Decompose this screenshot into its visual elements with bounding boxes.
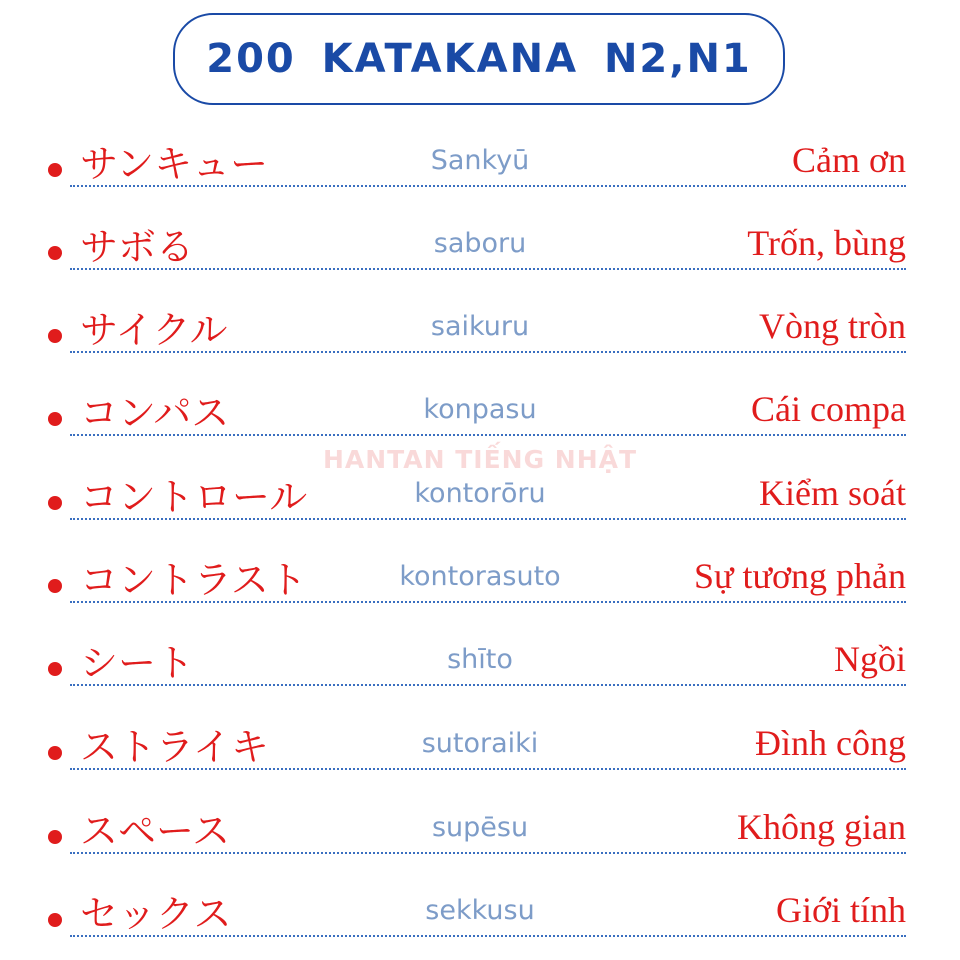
- bullet-icon: [48, 746, 62, 760]
- romaji-reading: saboru: [433, 228, 527, 259]
- katakana-word: サイクル: [80, 308, 228, 352]
- bullet-icon: [48, 329, 62, 343]
- vietnamese-meaning: Đình công: [755, 723, 906, 763]
- vietnamese-meaning: Kiểm soát: [759, 473, 906, 513]
- vietnamese-meaning: Cái compa: [751, 389, 906, 429]
- bullet-icon: [48, 662, 62, 676]
- vietnamese-meaning: Ngồi: [834, 639, 906, 679]
- dotted-divider: [70, 518, 906, 520]
- bullet-icon: [48, 246, 62, 260]
- vocab-row: [0, 616, 960, 696]
- dotted-divider: [70, 268, 906, 270]
- vietnamese-meaning: Cảm ơn: [791, 140, 906, 180]
- romaji-reading: sutoraiki: [421, 728, 539, 759]
- dotted-divider: [70, 601, 906, 603]
- katakana-word: ストライキ: [80, 725, 269, 769]
- bullet-icon: [48, 579, 62, 593]
- dotted-divider: [70, 768, 906, 770]
- bullet-icon: [48, 830, 62, 844]
- watermark: HANTAN TIẾNG NHẬT: [322, 445, 638, 474]
- bullet-icon: [48, 412, 62, 426]
- katakana-word: コンパス: [80, 391, 230, 435]
- romaji-reading: supēsu: [431, 812, 529, 843]
- dotted-divider: [70, 935, 906, 937]
- vietnamese-meaning: Trốn, bùng: [747, 223, 906, 263]
- vocab-row: [0, 700, 960, 780]
- dotted-divider: [70, 185, 906, 187]
- katakana-word: シート: [80, 641, 195, 685]
- vietnamese-meaning: Không gian: [737, 807, 906, 847]
- vocab-row: [0, 117, 960, 197]
- romaji-reading: sekkusu: [425, 895, 535, 926]
- romaji-reading: Sankyū: [430, 145, 530, 176]
- katakana-word: セックス: [80, 892, 232, 936]
- vocab-row: [0, 533, 960, 613]
- dotted-divider: [70, 852, 906, 854]
- katakana-word: コントロール: [80, 475, 308, 519]
- vocab-row: [0, 867, 960, 947]
- romaji-reading: saikuru: [430, 311, 530, 342]
- vocab-row: [0, 366, 960, 446]
- dotted-divider: [70, 351, 906, 353]
- romaji-reading: konpasu: [423, 394, 537, 425]
- katakana-word: サンキュー: [80, 142, 269, 186]
- katakana-word: サボる: [80, 225, 195, 269]
- bullet-icon: [48, 163, 62, 177]
- vocab-row: [0, 200, 960, 280]
- page-title: 200 KATAKANA N2,N1: [206, 36, 752, 82]
- romaji-reading: kontorasuto: [399, 561, 561, 592]
- vietnamese-meaning: Giới tính: [775, 890, 906, 930]
- dotted-divider: [70, 684, 906, 686]
- bullet-icon: [48, 913, 62, 927]
- katakana-word: スペース: [80, 809, 231, 853]
- romaji-reading: kontorōru: [414, 478, 546, 509]
- bullet-icon: [48, 496, 62, 510]
- vocab-row: [0, 283, 960, 363]
- romaji-reading: shīto: [447, 644, 513, 675]
- katakana-word: コントラスト: [80, 558, 307, 602]
- vietnamese-meaning: Sự tương phản: [693, 556, 906, 596]
- vietnamese-meaning: Vòng tròn: [759, 306, 906, 346]
- dotted-divider: [70, 434, 906, 436]
- vocab-row: [0, 784, 960, 864]
